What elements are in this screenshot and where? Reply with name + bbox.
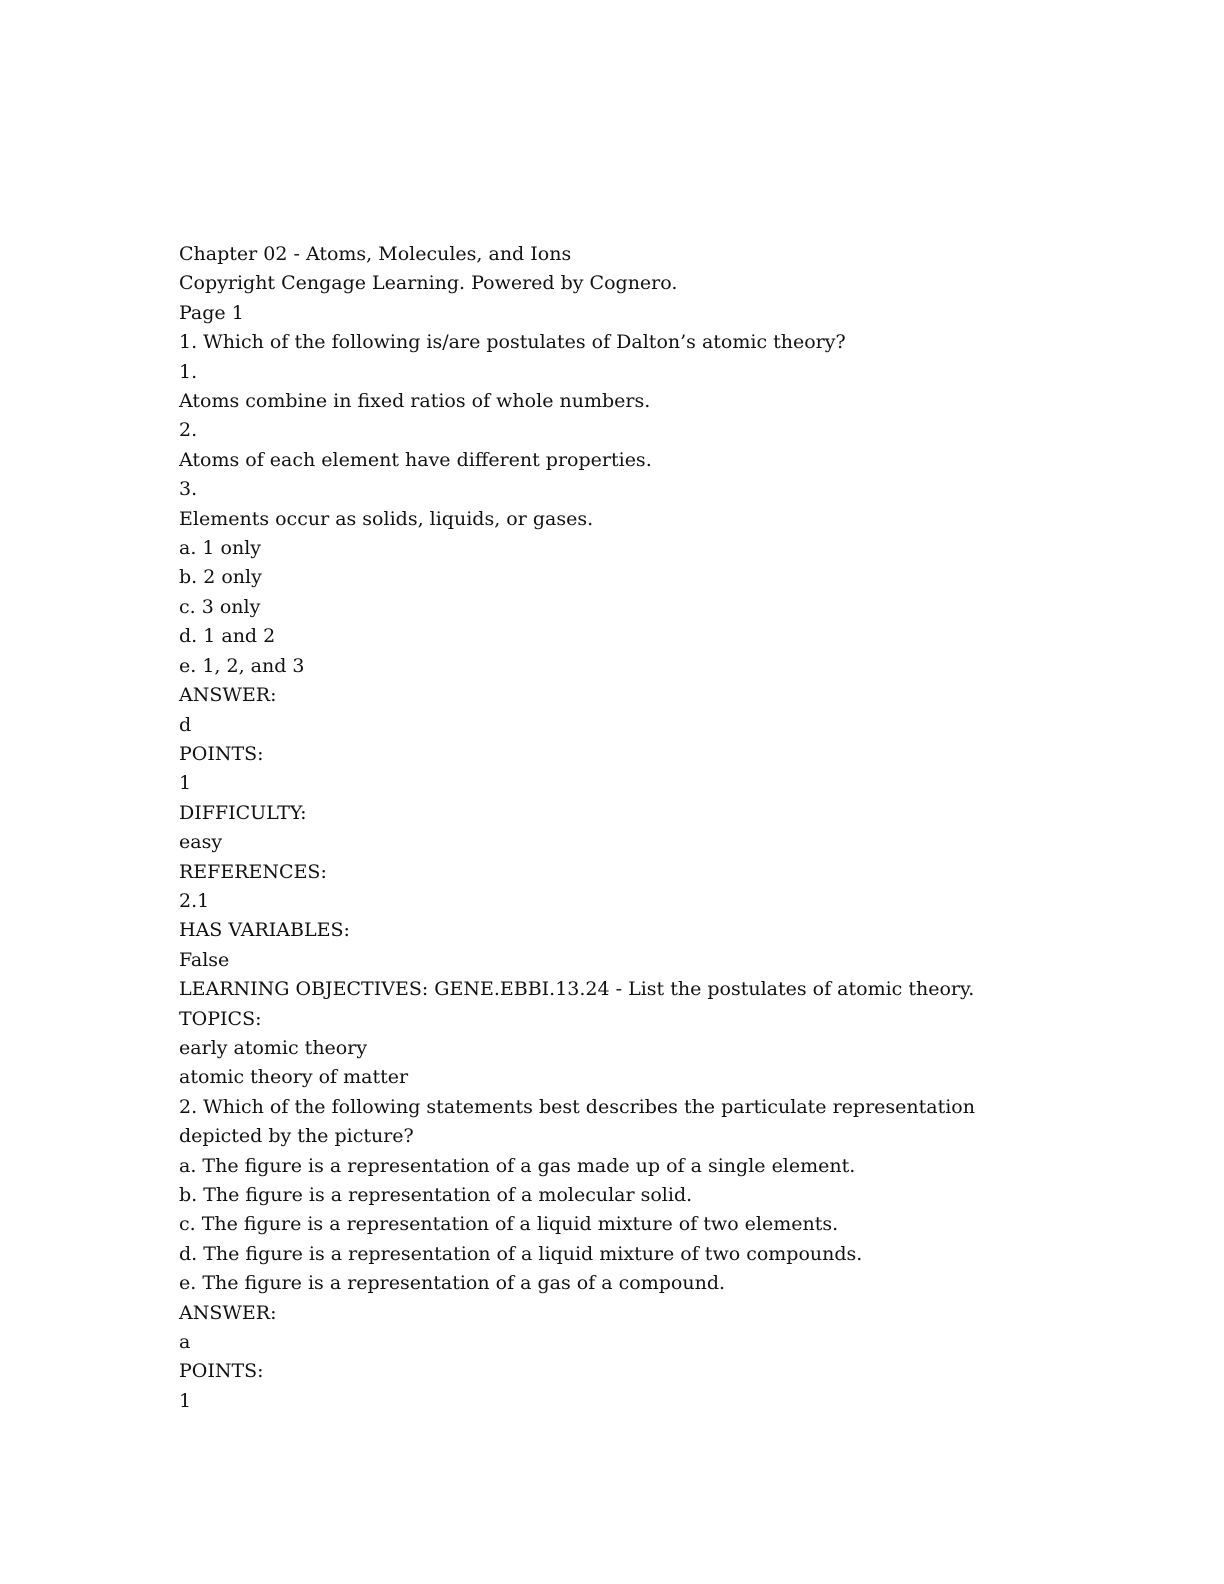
points-label: POINTS: bbox=[179, 1360, 264, 1383]
question-2-text: 2. Which of the following statements best describes the particulate representation depicted by the picture? bbox=[179, 1095, 975, 1148]
answer-label: ANSWER: bbox=[179, 684, 277, 707]
statement-number: 3. bbox=[179, 478, 198, 501]
answer-option: e. The figure is a representation of a gas of a compound. bbox=[179, 1272, 726, 1295]
answer-label: ANSWER: bbox=[179, 1301, 277, 1324]
chapter-title: Chapter 02 - Atoms, Molecules, and Ions bbox=[179, 243, 572, 265]
topic-item: early atomic theory bbox=[179, 1036, 368, 1059]
difficulty-value: easy bbox=[179, 831, 223, 854]
answer-value: a bbox=[179, 1331, 191, 1354]
statement-number: 2. bbox=[179, 419, 198, 442]
statement-text: Atoms combine in fixed ratios of whole numbers. bbox=[179, 390, 651, 413]
has-variables-value: False bbox=[179, 948, 230, 971]
page-label: Page 1 bbox=[179, 301, 244, 324]
points-value: 1 bbox=[179, 772, 192, 795]
points-value: 1 bbox=[179, 1389, 192, 1412]
references-label: REFERENCES: bbox=[179, 860, 327, 883]
statement-text: Atoms of each element have different properties. bbox=[179, 448, 652, 471]
answer-option: e. 1, 2, and 3 bbox=[179, 654, 305, 677]
copyright-line: Copyright Cengage Learning. Powered by Cognero. bbox=[179, 272, 678, 295]
difficulty-label: DIFFICULTY: bbox=[179, 801, 307, 824]
topics-label: TOPICS: bbox=[179, 1007, 262, 1030]
answer-option: b. 2 only bbox=[179, 566, 262, 589]
points-label: POINTS: bbox=[179, 742, 264, 765]
has-variables-label: HAS VARIABLES: bbox=[179, 919, 350, 942]
question-1-text: 1. Which of the following is/are postulates of Dalton’s atomic theory? bbox=[179, 331, 846, 354]
document-content bbox=[179, 240, 1059, 1416]
answer-option: d. The figure is a representation of a liquid mixture of two compounds. bbox=[179, 1242, 863, 1265]
topic-item: atomic theory of matter bbox=[179, 1066, 409, 1089]
statement-text: Elements occur as solids, liquids, or gases. bbox=[179, 507, 594, 530]
references-value: 2.1 bbox=[179, 889, 210, 912]
answer-option: c. 3 only bbox=[179, 595, 261, 618]
answer-option: c. The figure is a representation of a liquid mixture of two elements. bbox=[179, 1213, 839, 1236]
answer-option: b. The figure is a representation of a molecular solid. bbox=[179, 1184, 693, 1206]
answer-option: a. 1 only bbox=[179, 537, 262, 560]
statement-number: 1. bbox=[179, 360, 198, 383]
answer-option: d. 1 and 2 bbox=[179, 625, 276, 648]
answer-option: a. The figure is a representation of a gas made up of a single element. bbox=[179, 1154, 856, 1177]
answer-value: d bbox=[179, 713, 192, 736]
learning-objectives: LEARNING OBJECTIVES: GENE.EBBI.13.24 - List the postulates of atomic theory. bbox=[179, 978, 975, 1001]
